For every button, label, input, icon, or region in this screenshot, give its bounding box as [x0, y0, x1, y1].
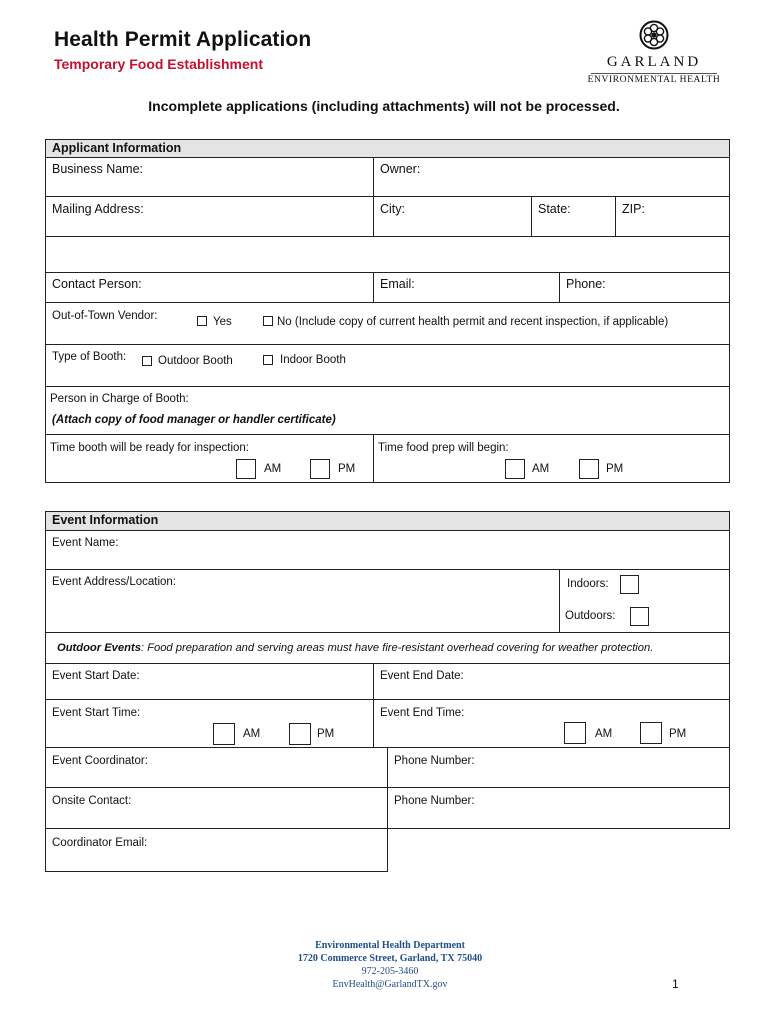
logo-name: GARLAND	[606, 54, 702, 70]
footer	[0, 939, 768, 991]
start-time-pm-box[interactable]	[289, 723, 311, 745]
person-in-charge-field[interactable]	[45, 386, 730, 435]
event-name-label: Event Name:	[52, 537, 119, 549]
out-of-town-row	[45, 302, 730, 345]
outdoor-events-text	[57, 642, 653, 654]
onsite-phone-field[interactable]	[387, 787, 730, 829]
person-in-charge-label: Person in Charge of Booth:	[50, 393, 189, 405]
end-time-pm-label: PM	[669, 728, 687, 740]
end-time-pm-box[interactable]	[640, 722, 662, 744]
logo-subtitle: ENVIRONMENTAL HEALTH	[587, 75, 721, 85]
city-label: City:	[380, 202, 405, 216]
start-time-am-label: AM	[243, 728, 261, 740]
event-start-time-field	[45, 699, 374, 748]
phone-field[interactable]	[559, 272, 730, 303]
food-prep-am-box[interactable]	[505, 459, 525, 479]
email-field[interactable]	[373, 272, 560, 303]
outdoor-booth-checkbox[interactable]	[142, 356, 152, 366]
applicant-section-header	[45, 139, 730, 158]
indoor-booth-label: Indoor Booth	[280, 354, 346, 366]
onsite-contact-field[interactable]	[45, 787, 388, 829]
outdoors-label: Outdoors:	[565, 610, 616, 622]
flower-emblem-icon	[639, 20, 669, 50]
booth-ready-label: Time booth will be ready for inspection:	[50, 442, 250, 454]
start-time-am-box[interactable]	[213, 723, 235, 745]
coordinator-email-label: Coordinator Email:	[52, 837, 148, 849]
mailing-address-field[interactable]	[45, 196, 374, 237]
footer-email: EnvHealth@GarlandTX.gov	[332, 979, 448, 990]
booth-type-label: Type of Booth:	[52, 351, 127, 363]
outdoor-events-bold: Outdoor Events	[57, 642, 141, 654]
indoor-booth-checkbox[interactable]	[263, 355, 273, 365]
yes-checkbox[interactable]	[197, 316, 207, 326]
booth-type-row	[45, 344, 730, 387]
start-time-label: Event Start Time:	[52, 707, 141, 719]
booth-ready-am-label: AM	[264, 463, 282, 475]
end-date-label: Event End Date:	[380, 670, 464, 682]
indoors-label: Indoors:	[567, 578, 609, 590]
booth-ready-am-box[interactable]	[236, 459, 256, 479]
indoors-box[interactable]	[620, 575, 639, 594]
page-number: 1	[672, 977, 679, 991]
start-time-pm-label: PM	[317, 728, 335, 740]
no-checkbox[interactable]	[263, 316, 273, 326]
onsite-phone-label: Phone Number:	[394, 795, 475, 807]
footer-dept: Environmental Health Department	[315, 940, 465, 951]
yes-label: Yes	[213, 316, 232, 328]
event-coordinator-field[interactable]	[45, 747, 388, 788]
outdoors-box[interactable]	[630, 607, 649, 626]
event-end-date-field[interactable]	[373, 663, 730, 700]
event-address-label: Event Address/Location:	[52, 576, 177, 588]
page-title: Health Permit Application	[54, 28, 312, 51]
coordinator-phone-label: Phone Number:	[394, 755, 475, 767]
zip-label: ZIP:	[622, 202, 645, 216]
event-heading: Event Information	[52, 513, 159, 527]
start-date-label: Event Start Date:	[52, 670, 140, 682]
food-prep-pm-box[interactable]	[579, 459, 599, 479]
business-name-field[interactable]	[45, 157, 374, 197]
booth-ready-pm-box[interactable]	[310, 459, 330, 479]
end-time-label: Event End Time:	[380, 707, 465, 719]
event-name-field[interactable]	[45, 530, 730, 570]
food-prep-am-label: AM	[532, 463, 550, 475]
zip-field[interactable]	[615, 196, 730, 237]
booth-ready-pm-label: PM	[338, 463, 356, 475]
city-field[interactable]	[373, 196, 532, 237]
coordinator-label: Event Coordinator:	[52, 755, 148, 767]
event-section-header	[45, 511, 730, 531]
food-prep-label: Time food prep will begin:	[378, 442, 509, 454]
food-prep-time-field	[373, 434, 730, 483]
footer-phone: 972-205-3460	[361, 966, 419, 977]
outdoor-events-rest: : Food preparation and serving areas must have fire-resistant overhead covering for weather protection.	[140, 642, 654, 654]
attach-certificate-note: (Attach copy of food manager or handler certificate)	[52, 414, 336, 426]
footer-address: 1720 Commerce Street, Garland, TX 75040	[297, 953, 483, 964]
page-subtitle: Temporary Food Establishment	[54, 56, 263, 72]
address-line-2-field[interactable]	[45, 236, 730, 273]
contact-person-label: Contact Person:	[52, 277, 142, 291]
email-label: Email:	[380, 277, 415, 291]
event-end-time-field	[373, 699, 730, 748]
coordinator-email-field[interactable]	[45, 828, 388, 872]
incomplete-notice: Incomplete applications (including attachments) will not be processed.	[148, 98, 620, 114]
event-start-date-field[interactable]	[45, 663, 374, 700]
no-label: No (Include copy of current health permit and recent inspection, if applicable)	[277, 316, 669, 328]
garland-logo	[586, 20, 722, 85]
onsite-contact-label: Onsite Contact:	[52, 795, 132, 807]
end-time-am-label: AM	[595, 728, 613, 740]
state-label: State:	[538, 202, 571, 216]
business-name-label: Business Name:	[52, 162, 144, 176]
contact-person-field[interactable]	[45, 272, 374, 303]
event-address-field[interactable]	[45, 569, 560, 633]
indoor-outdoor-cell	[559, 569, 730, 633]
coordinator-phone-field[interactable]	[387, 747, 730, 788]
owner-label: Owner:	[380, 162, 421, 176]
food-prep-pm-label: PM	[606, 463, 624, 475]
booth-ready-time-field	[45, 434, 374, 483]
out-of-town-label: Out-of-Town Vendor:	[52, 310, 158, 322]
owner-field[interactable]	[373, 157, 730, 197]
outdoor-booth-label: Outdoor Booth	[158, 355, 233, 367]
outdoor-events-note	[45, 632, 730, 664]
end-time-am-box[interactable]	[564, 722, 586, 744]
mailing-address-label: Mailing Address:	[52, 202, 144, 216]
phone-label: Phone:	[566, 277, 606, 291]
applicant-heading: Applicant Information	[52, 141, 182, 155]
logo-divider	[591, 73, 717, 74]
state-field[interactable]	[531, 196, 616, 237]
